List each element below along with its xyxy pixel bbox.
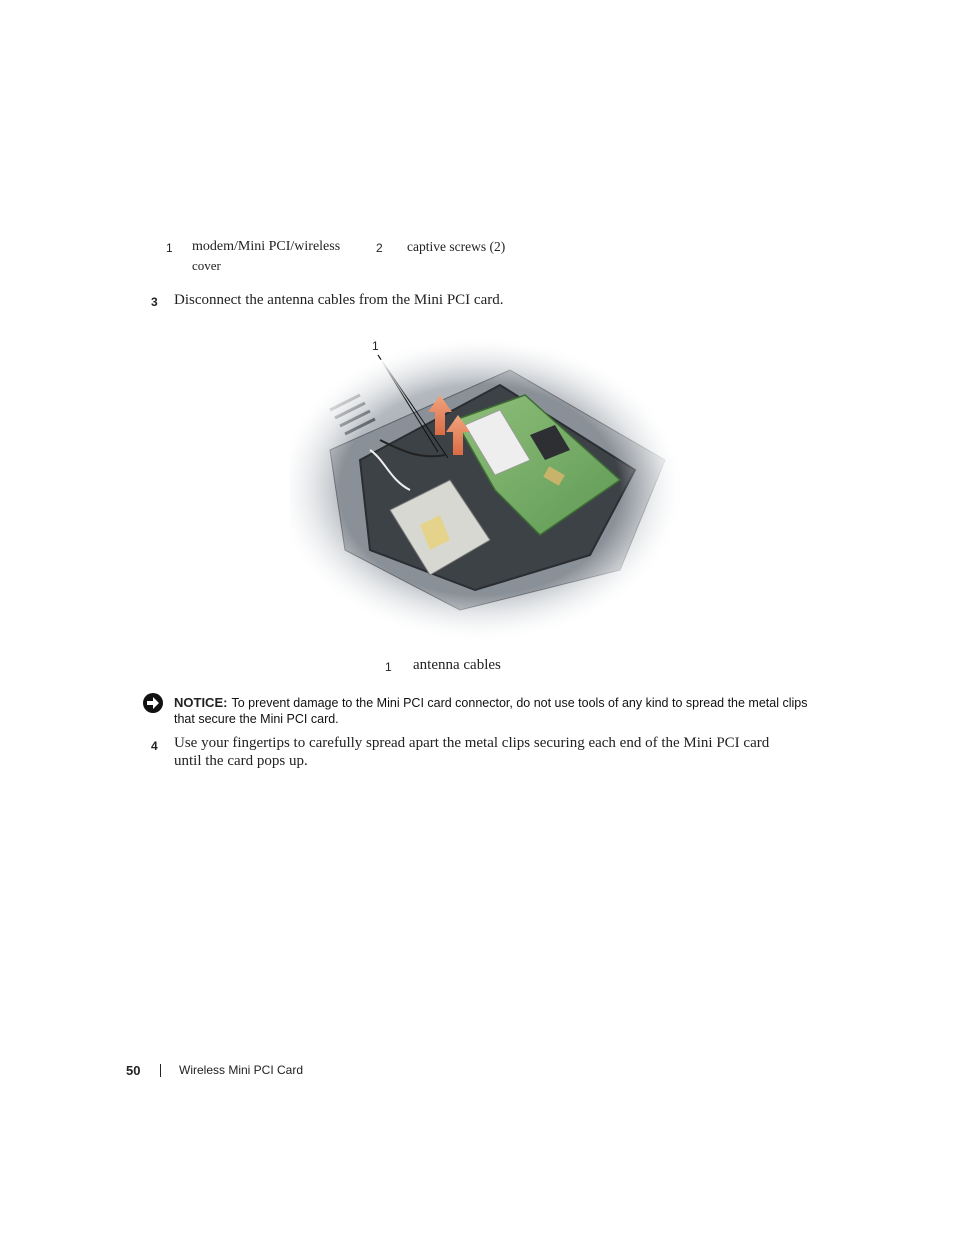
step-text: Disconnect the antenna cables from the Mini PCI card. — [174, 292, 504, 308]
callout-label-1-cont: cover — [192, 258, 221, 273]
step-number: 4 — [151, 739, 158, 753]
figure-legend-number: 1 — [385, 660, 392, 674]
figure-callout-marker: 1 — [372, 339, 379, 353]
notice-label: NOTICE: — [174, 695, 228, 710]
notice-text-line2: that secure the Mini PCI card. — [174, 712, 339, 726]
notice-text-line1: To prevent damage to the Mini PCI card connector, do not use tools of any kind to spread the metal clips — [231, 696, 808, 710]
laptop-minipci-photo — [290, 340, 690, 645]
notice-block — [174, 694, 834, 712]
footer-section-title: Wireless Mini PCI Card — [179, 1063, 304, 1077]
notice-arrow-icon — [142, 692, 164, 714]
callout-label-1: modem/Mini PCI/wireless — [192, 239, 341, 254]
figure-legend-label: antenna cables — [413, 657, 501, 673]
page-number: 50 — [126, 1063, 141, 1078]
footer-separator — [160, 1064, 161, 1077]
callout-label-2: captive screws (2) — [407, 239, 506, 254]
callout-number-1: 1 — [166, 241, 173, 255]
step-number: 3 — [151, 295, 158, 309]
step-text-line2: until the card pops up. — [174, 753, 308, 769]
callout-number-2: 2 — [376, 241, 383, 255]
step-text-line1: Use your fingertips to carefully spread apart the metal clips securing each end of the Mini PCI card — [174, 735, 770, 751]
